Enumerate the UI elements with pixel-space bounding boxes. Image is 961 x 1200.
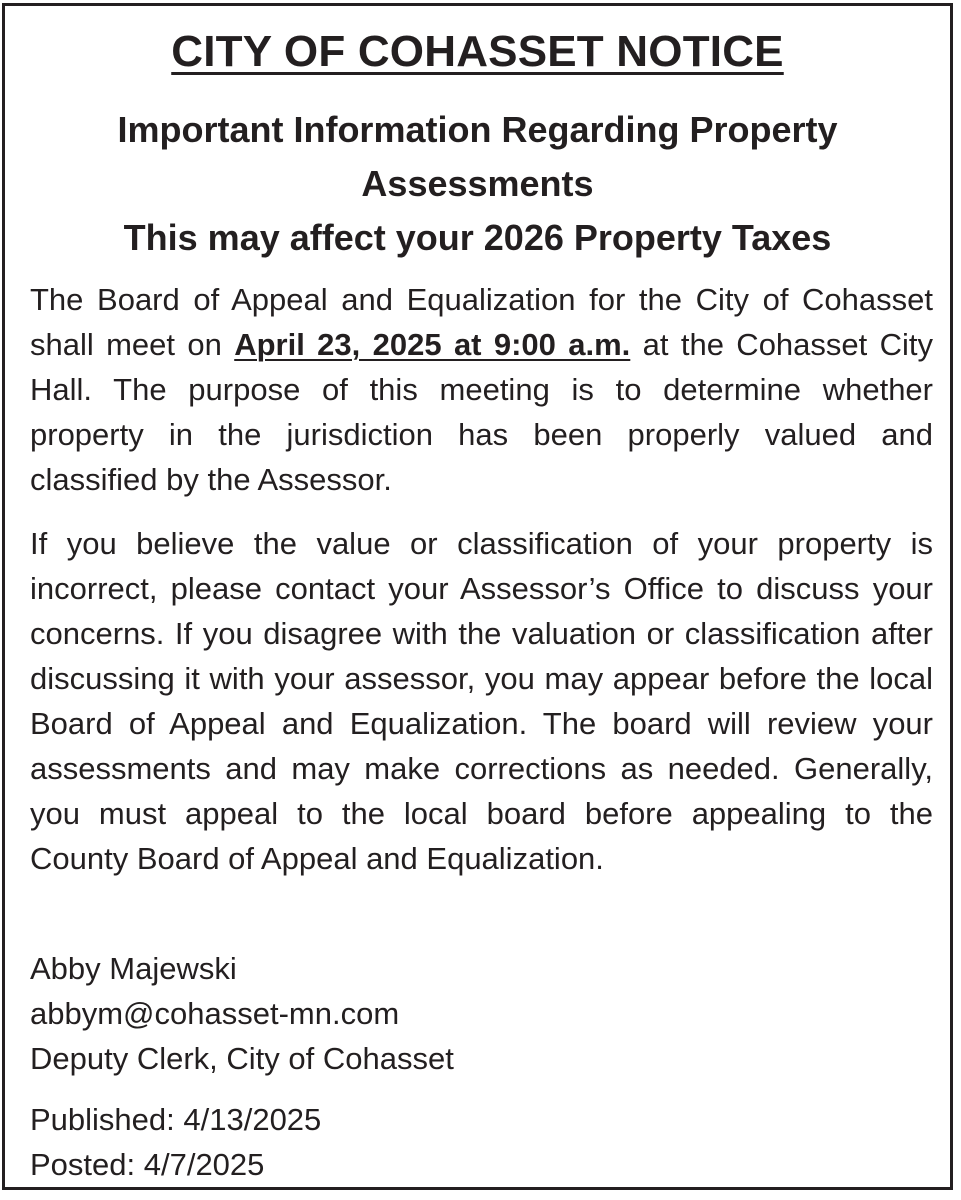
posted-date: Posted: 4/7/2025	[30, 1147, 265, 1182]
subtitle-line-1: Important Information Regarding Property	[117, 109, 838, 150]
signer-name: Abby Majewski	[30, 951, 237, 986]
meeting-paragraph-rest: at the Cohasset City Hall. The purpose of this meeting is to determine whether property in the jurisdiction has been properly valued and classified by the Assessor.	[30, 327, 934, 497]
signer-role: Deputy Clerk, City of Cohasset	[30, 1041, 454, 1076]
signature-block	[30, 946, 454, 1081]
meeting-paragraph	[30, 277, 933, 502]
notice-title	[5, 26, 950, 78]
notice-subtitle	[5, 103, 950, 265]
published-date: Published: 4/13/2025	[30, 1102, 322, 1137]
publication-dates	[30, 1097, 321, 1187]
notice-content	[5, 6, 950, 1187]
subtitle-line-2: Assessments	[361, 163, 594, 204]
signer-email: abbym@cohasset-mn.com	[30, 996, 400, 1031]
meeting-paragraph-intro: The Board of Appeal and Equalization for the City of Cohasset shall meet on	[30, 282, 933, 362]
appeal-paragraph: If you believe the value or classification of your property is incorrect, please contact your Assessor’s Office to discuss your concerns. If you disagree with the valuation or classification after discussing it with your assessor, you may appear before the local Board of Appeal and Equalization. The board will review your assessments and may make corrections as needed. Generally, you must appeal to the local board before appealing to the County Board of Appeal and Equalization.	[30, 526, 933, 876]
notice-frame	[2, 3, 953, 1190]
subtitle-line-3: This may affect your 2026 Property Taxes	[123, 217, 832, 258]
meeting-date: April 23, 2025 at 9:00 a.m.	[234, 327, 631, 362]
notice-title-text: CITY OF COHASSET NOTICE	[171, 27, 784, 76]
